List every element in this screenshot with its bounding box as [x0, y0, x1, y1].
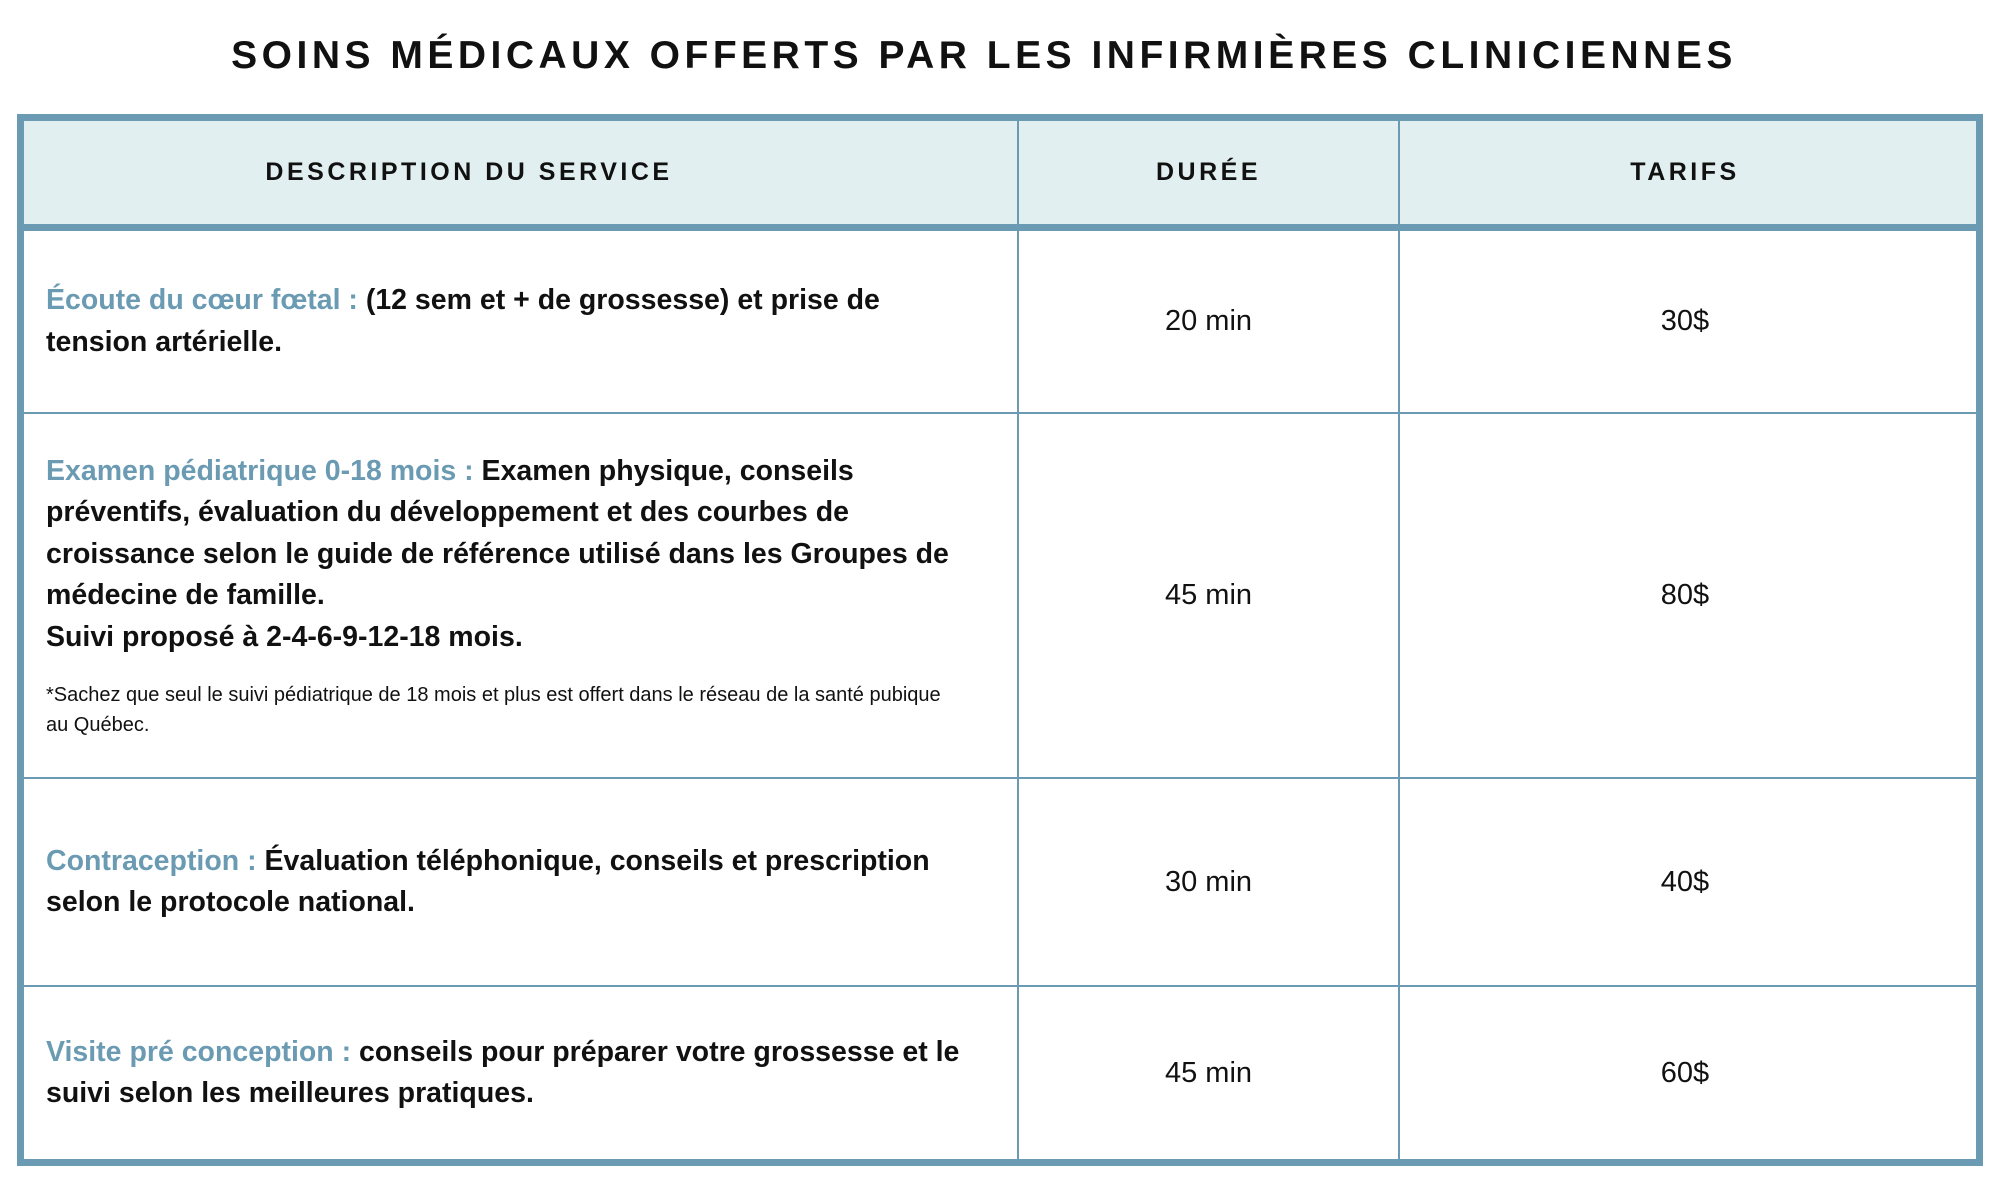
service-description: (12 sem et + de grossesse) et prise de tension artérielle.	[46, 284, 880, 358]
page-title: SOINS MÉDICAUX OFFERTS PAR LES INFIRMIÈRES CLINICIENNES	[231, 34, 1737, 77]
service-description: Évaluation téléphonique, conseils et prescription selon le protocole national.	[46, 844, 930, 918]
services-table	[17, 114, 1983, 1166]
service-label: Écoute du cœur fœtal :	[46, 284, 358, 316]
description-text	[46, 1032, 966, 1115]
duration-value: 20 min	[1164, 305, 1253, 337]
description-text	[46, 841, 966, 924]
service-label: Visite pré conception :	[46, 1035, 352, 1068]
description-text	[46, 451, 966, 617]
price-value: 80$	[1660, 579, 1710, 611]
service-description: conseils pour préparer votre grossesse et le suivi selon les meilleures pratiques.	[46, 1035, 960, 1109]
table-row-description	[46, 779, 966, 985]
footnote: *Sachez que seul le suivi pédiatrique de 18 mois et plus est offert dans le réseau de la santé pubique au Québec.	[46, 684, 941, 737]
table-row-description	[46, 414, 966, 777]
service-label: Examen pédiatrique 0-18 mois :	[46, 454, 474, 487]
service-description: Examen physique, conseils préventifs, évaluation du développement et des courbes de croissance selon le guide de référence utilisé dans les Groupes de médecine de famille.	[46, 454, 949, 612]
price-value: 30$	[1660, 305, 1710, 337]
service-label: Contraception :	[46, 844, 257, 877]
price-value: 40$	[1660, 865, 1710, 898]
duration-value: 30 min	[1164, 865, 1253, 898]
price-value: 60$	[1660, 1056, 1710, 1089]
duration-value: 45 min	[1164, 579, 1253, 611]
followup-text: Suivi proposé à 2-4-6-9-12-18 mois.	[46, 620, 523, 653]
duration-value: 45 min	[1164, 1056, 1253, 1089]
header-price: TARIFS	[1630, 158, 1740, 186]
header-description: DESCRIPTION DU SERVICE	[265, 158, 673, 186]
description-text	[46, 280, 966, 363]
table-row-description	[46, 987, 966, 1159]
header-duration: DURÉE	[1155, 158, 1261, 186]
table-row-description	[46, 231, 966, 412]
